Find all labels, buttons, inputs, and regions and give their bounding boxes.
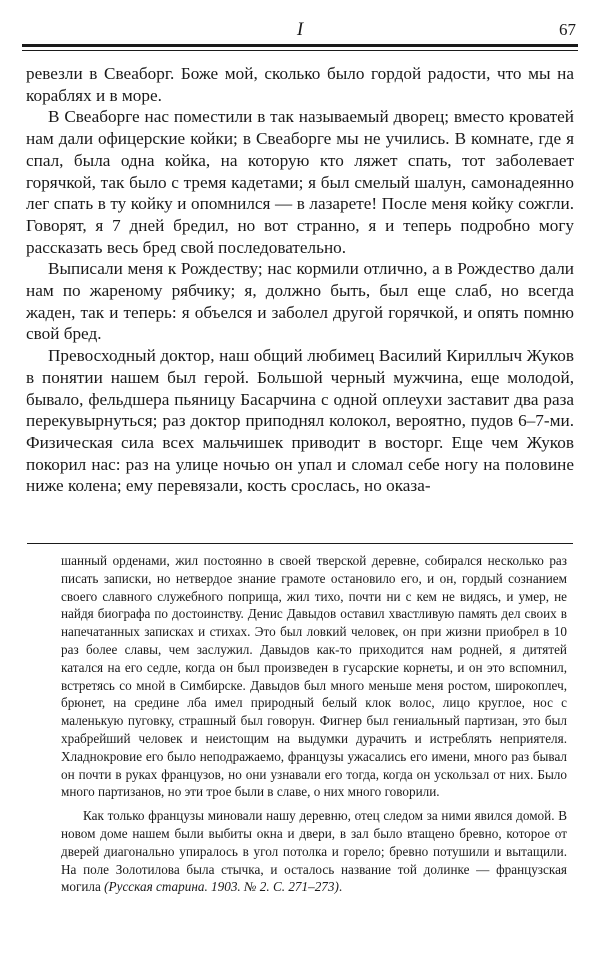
footnote-end-punct: .	[338, 879, 343, 895]
footnote-text: Как только французы миновали нашу деревню, отец следом за ними явился домой. В новом доме нашем были выбиты окна и двери, в зал было втащено бревно, которое от дверей диагонально упиралось в угол потолка и горело; бревно потушили и вытащили. На поле Золотилова была стычка, и осталось название той долинке — французская могила	[61, 808, 567, 895]
footnote-rule	[27, 543, 573, 544]
footnote-continuation: шанный орденами, жил постоянно в своей тверской деревне, собирался несколько раз писать записки, но нетвердое знание грамоте остановило его, и он, гордый сознанием своего славного служебного поприща, жил тихо, почти ни с кем не видясь, и умер, не найдя биографа по достоинству. Денис Давыдов оставил хвастливую память дел своих в напечатанных записках и стихах. Это был ловкий человек, он при жизни приобрел в 10 раз более славы, чем заслужил. Давыдов как-то приходится нам родней, я дитятей катался на его седле, когда он был произведен в гусарские корнеты, и он это вспомнил, встретясь со мной в Симбирске. Давыдов был много меньше меня ростом, широкоплеч, брюнет, на средине лба имел природный белый клок волос, лицо круглое, нос с маленькую пуговку, страшный был говорун. Фигнер был гениальный партизан, это был храбрейший человек и неистощим на выдумки дурачить и истреблять неприятеля. Хладнокровие его было неподражаемо, французы ужасались его имени, много раз бывал он почти в руках французов, но они узнавали его тогда, когда он ускользал от них. Было много партизанов, но эти трое были в славе, о них много говорили.	[61, 553, 567, 800]
chapter-number: I	[296, 19, 304, 40]
running-head	[22, 18, 578, 44]
page-number: 67	[559, 20, 576, 39]
main-text	[26, 63, 574, 497]
footnote-citation: (Русская старина. 1903. № 2. С. 271–273)	[104, 879, 339, 895]
footnotes	[61, 552, 567, 896]
paragraph: Превосходный доктор, наш общий любимец Василий Кириллыч Жуков в понятии нашем был герой. Большой черный мужчина, еще молодой, бывало, фельдшера пьяницу Басарчина с одной оплеухи заставит два раза перекувырнуться; раз доктор приподнял колокол, вероятно, пудов 6–7-ми. Физическая сила всех мальчишек приводит в восторг. Еще чем Жуков покорил нас: раз на улице ночью он упал и сломал себе ногу на половине ниже колена; ему перевязали, кость срослась, но оказа-	[26, 346, 574, 496]
header-rule-thin	[22, 50, 578, 51]
paragraph: Выписали меня к Рождеству; нас кормили отлично, а в Рождество дали нам по жареному рябчику; я, должно быть, был еще слаб, но всегда жаден, так и теперь: я объелся и заболел другой горячкой, и опять помню свой бред.	[26, 259, 574, 344]
header-rule-thick	[22, 44, 578, 47]
paragraph: В Свеаборге нас поместили в так называемый дворец; вместо кроватей нам дали офицерские койки; в Свеаборге мы не учились. В комнате, где я спал, была одна койка, на которую кто ляжет спать, тот заболевает горячкой, так было с тремя кадетами; я был смелый шалун, самонадеянно лег спать в ту койку и опомнился — в лазарете! После меня койку сожгли. Говорят, я 7 дней бредил, но вот странно, я и теперь подробно могу рассказать весь бред свой последовательно.	[26, 107, 574, 257]
paragraph: ревезли в Свеаборг. Боже мой, сколько было гордой радости, что мы на кораблях и в море.	[26, 64, 574, 105]
footnote-paragraph	[61, 807, 567, 896]
